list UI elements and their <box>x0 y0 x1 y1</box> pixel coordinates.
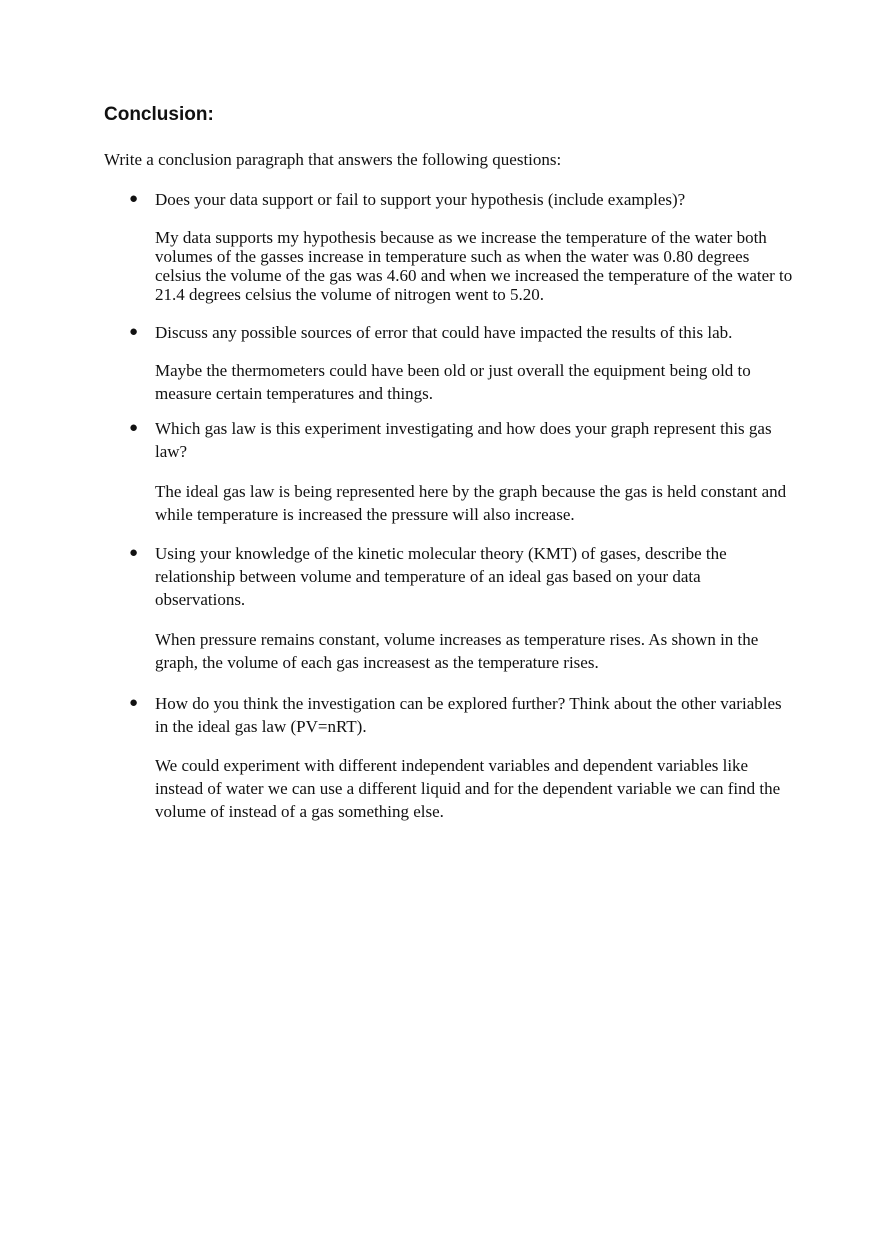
answer-3: The ideal gas law is being represented here by the graph because the gas is held constant and while temperature is increased the pressure will also increase. <box>155 482 787 524</box>
answer-2: Maybe the thermometers could have been old or just overall the equipment being old to measure certain temperatures and things. <box>155 361 751 403</box>
question-text: Discuss any possible sources of error that could have impacted the results of this lab. <box>155 323 733 342</box>
answer-1: My data supports my hypothesis because as we increase the temperature of the water both volumes of the gasses increase in temperature such as when the water was 0.80 degrees celsius the volume of the gas was 4.60 and when we increased the temperature of the water to 21.4 degrees celsius the volume of nitrogen went to 5.20. <box>155 228 793 304</box>
bullet-icon: ● <box>129 191 139 207</box>
question-text: Using your knowledge of the kinetic molecular theory (KMT) of gases, describe the relationship between volume and temperature of an ideal gas based on your data observations. <box>155 544 727 609</box>
question-4 <box>129 542 795 611</box>
page-title: Conclusion: <box>104 104 214 125</box>
answer-4: When pressure remains constant, volume increases as temperature rises. As shown in the graph, the volume of each gas increasest as the temperature rises. <box>155 630 759 672</box>
question-text: Which gas law is this experiment investigating and how does your graph represent this gas law? <box>155 419 772 461</box>
bullet-icon: ● <box>129 545 139 561</box>
question-5 <box>129 692 795 738</box>
intro-instruction: Write a conclusion paragraph that answers the following questions: <box>104 150 562 169</box>
bullet-icon: ● <box>129 324 139 340</box>
bullet-icon: ● <box>129 695 139 711</box>
question-text: How do you think the investigation can be explored further? Think about the other variables in the ideal gas law (PV=nRT). <box>155 694 782 736</box>
question-text: Does your data support or fail to support your hypothesis (include examples)? <box>155 190 686 209</box>
answer-5: We could experiment with different independent variables and dependent variables like instead of water we can use a different liquid and for the dependent variable we can find the volume of instead of a gas something else. <box>155 756 781 821</box>
question-3 <box>129 417 795 463</box>
question-1 <box>129 190 795 209</box>
question-2 <box>129 323 795 342</box>
bullet-icon: ● <box>129 420 139 436</box>
